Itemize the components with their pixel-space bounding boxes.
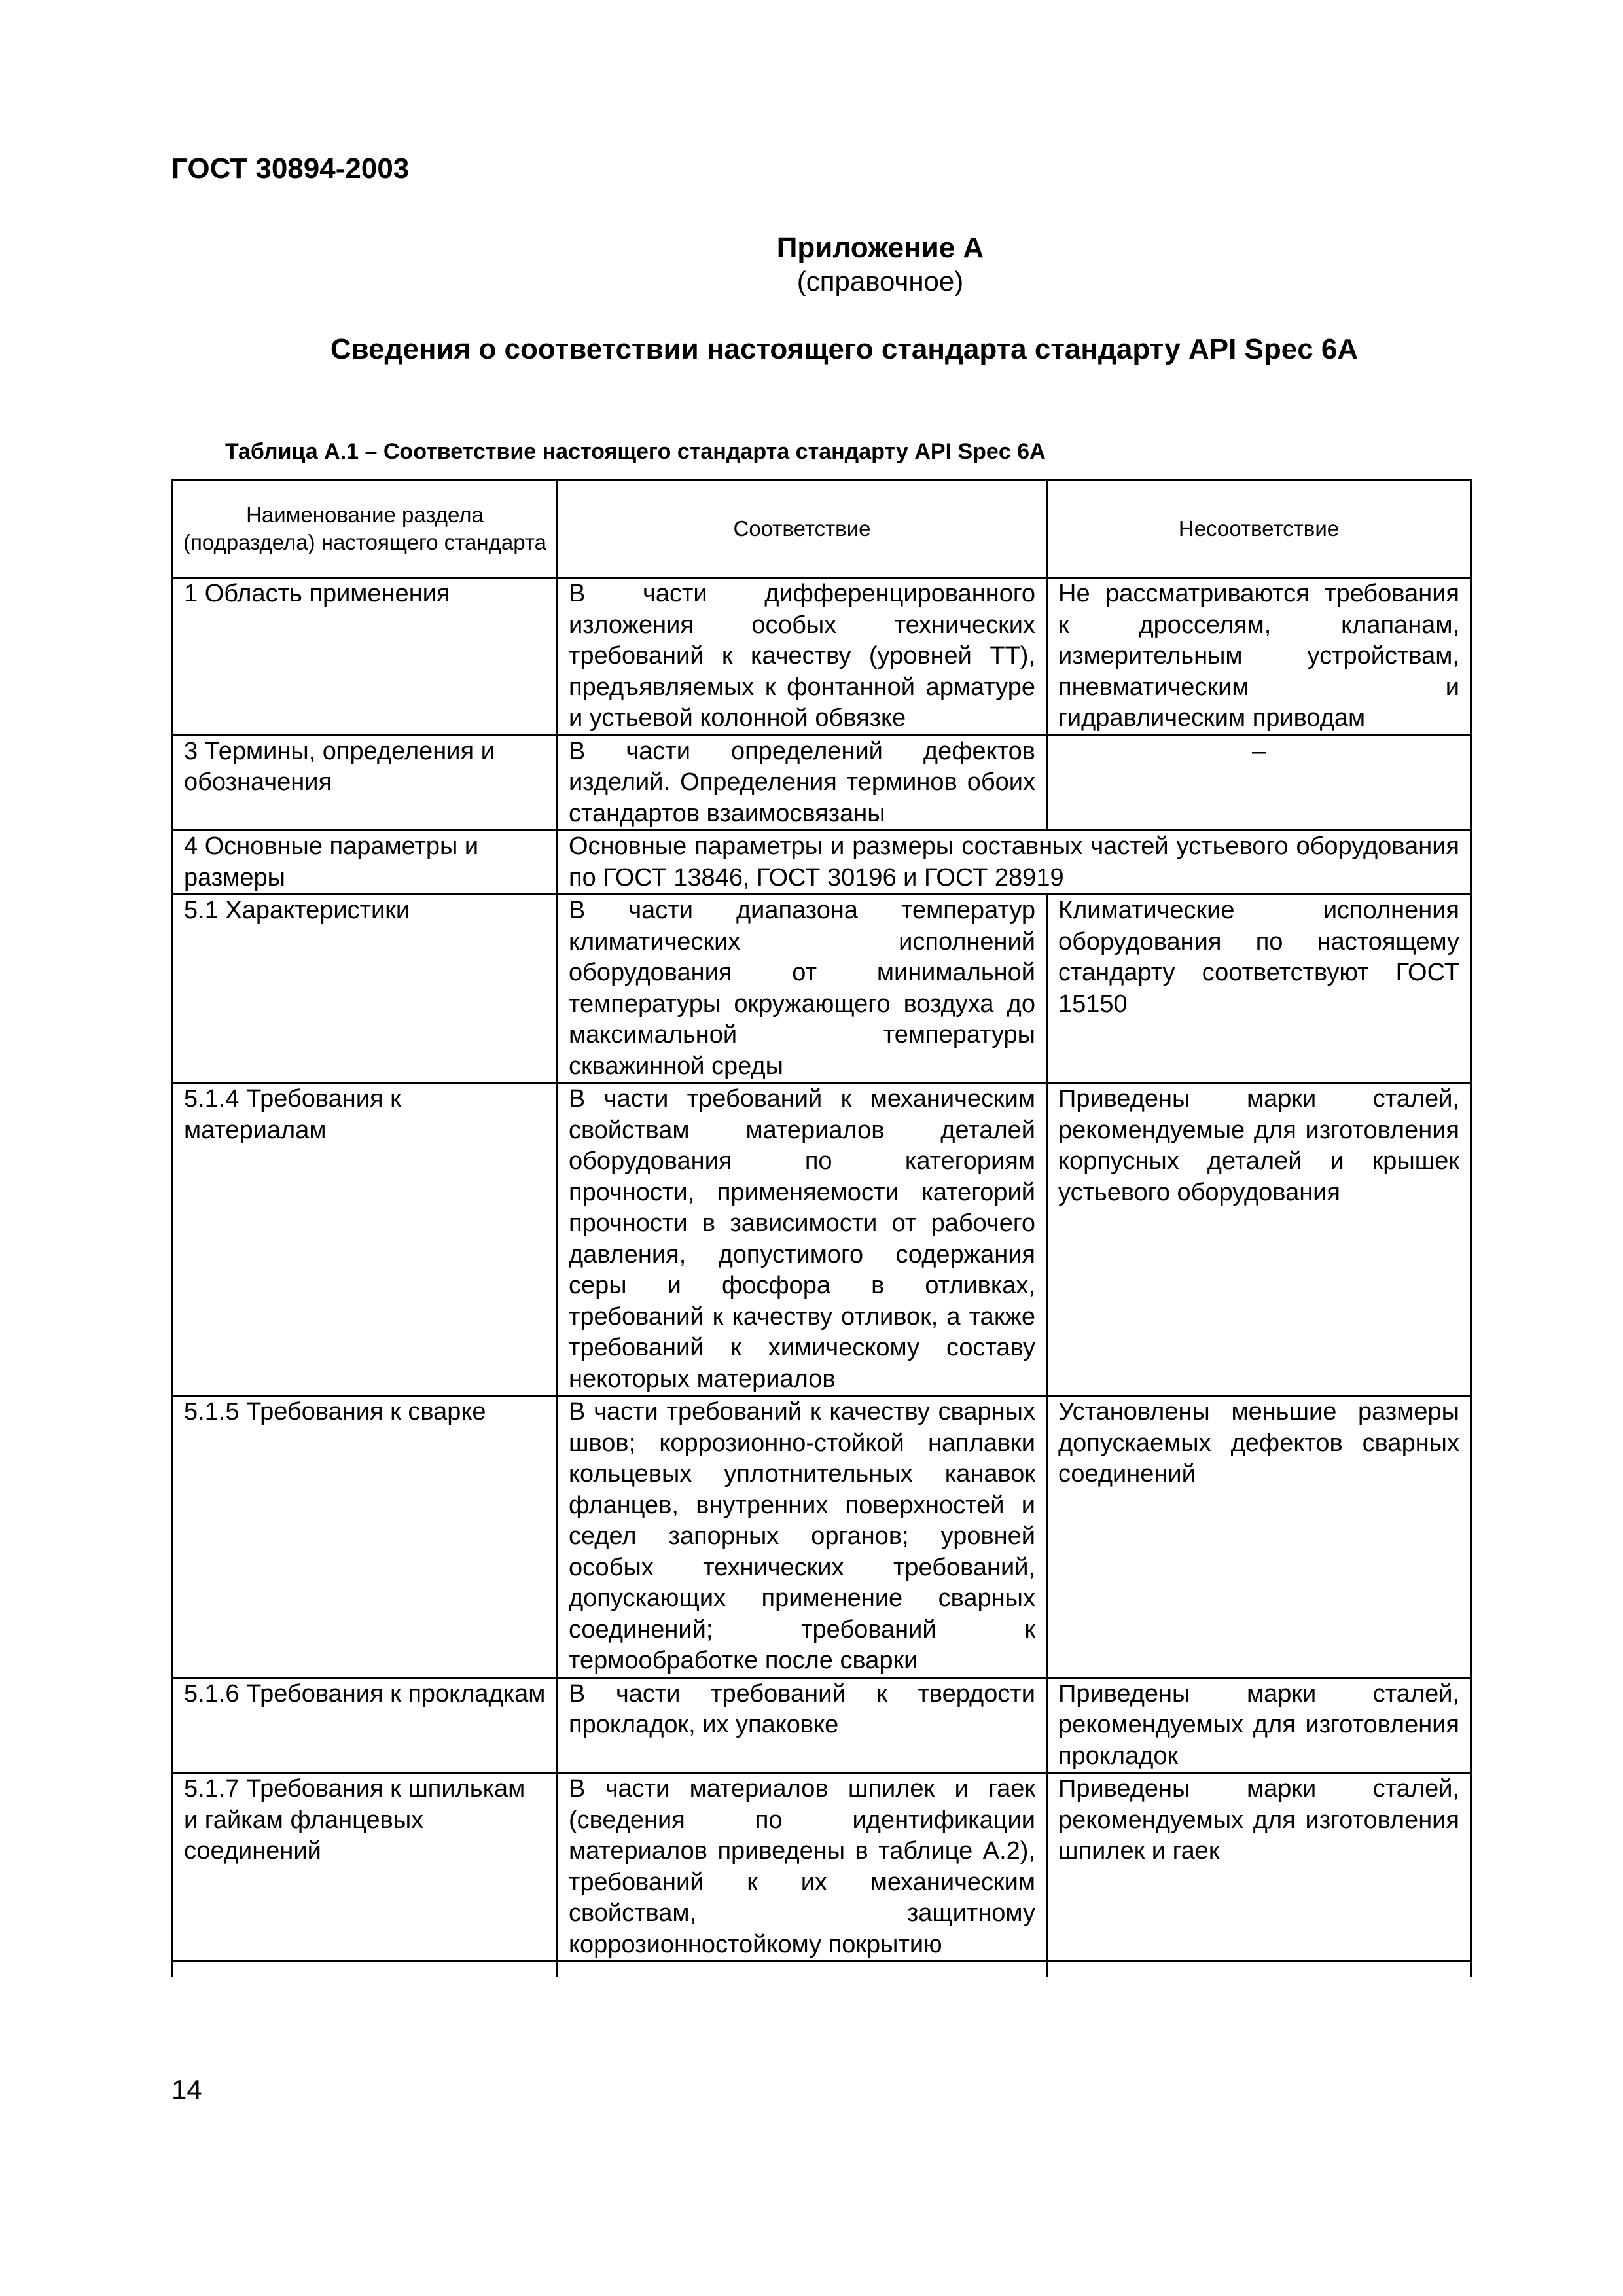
column-header-match: Соответствие xyxy=(558,480,1047,578)
appendix-block xyxy=(0,232,1623,298)
cell-mismatch: Приведены марки сталей, рекомендуемых для изготовления прокладок xyxy=(1047,1677,1471,1773)
cell-match: В части дифференцированного изложения особых технических требований к качеству (уровней ТТ), предъявляемых к фонтанной арматуре и устьевой колонной обвязке xyxy=(558,578,1047,736)
cell-section: 3 Термины, определения и обозначения xyxy=(173,735,558,831)
document-code: ГОСТ 30894-2003 xyxy=(171,152,410,185)
cell-mismatch: Установлены меньшие размеры допускаемых дефектов сварных соединений xyxy=(1047,1396,1471,1678)
section-heading: Сведения о соответствии настоящего стандарта стандарту API Spec 6A xyxy=(330,333,1359,365)
cell-match: В части требований к механическим свойствам материалов деталей оборудования по категориям прочности, применяемости категорий прочности в зависимости от рабочего давления, допустимого содержания серы и фосфора в отливках, требований к качеству отливок, а также требований к химическому составу некоторых материалов xyxy=(558,1083,1047,1396)
column-header-mismatch: Несоответствие xyxy=(1047,480,1471,578)
table-continuation-row xyxy=(173,1962,1471,1977)
cell-match: В части диапазона температур климатических исполнений оборудования от минимальной температуры окружающего воздуха до максимальной температуры скважинной среды xyxy=(558,895,1047,1083)
appendix-title: Приложение А xyxy=(776,232,984,264)
appendix-subtitle: (справочное) xyxy=(796,266,964,296)
table-header-row xyxy=(173,480,1471,578)
conformity-table xyxy=(171,479,1472,1977)
cell-section: 5.1 Характеристики xyxy=(173,895,558,1083)
cell-match: В части материалов шпилек и гаек (сведения по идентификации материалов приведены в таблице А.2), требований к их механическим свойствам, защитному коррозионностойкому покрытию xyxy=(558,1773,1047,1962)
table-row xyxy=(173,578,1471,736)
table-row xyxy=(173,831,1471,895)
table-row xyxy=(173,735,1471,831)
cell-match: В части требований к качеству сварных швов; коррозионно-стойкой наплавки кольцевых уплотнительных канавок фланцев, внутренних поверхностей и седел запорных органов; уровней особых технических требований, допускающих применение сварных соединений; требований к термообработке после сварки xyxy=(558,1396,1047,1678)
cell-mismatch: – xyxy=(1047,735,1471,831)
cell-merged: Основные параметры и размеры составных частей устьевого оборудования по ГОСТ 13846, ГОСТ 30196 и ГОСТ 28919 xyxy=(558,831,1471,895)
table-row xyxy=(173,1773,1471,1962)
cell-mismatch: Приведены марки сталей, рекомендуемые для изготовления корпусных деталей и крышек устьевого оборудования xyxy=(1047,1083,1471,1396)
cell-empty xyxy=(558,1962,1047,1977)
cell-section: 5.1.5 Требования к сварке xyxy=(173,1396,558,1678)
table-row xyxy=(173,1083,1471,1396)
cell-match: В части определений дефектов изделий. Определения терминов обоих стандартов взаимосвязаны xyxy=(558,735,1047,831)
table-row xyxy=(173,895,1471,1083)
cell-section: 5.1.6 Требования к прокладкам xyxy=(173,1677,558,1773)
cell-section: 4 Основные параметры и размеры xyxy=(173,831,558,895)
table-row xyxy=(173,1396,1471,1678)
cell-empty xyxy=(173,1962,558,1977)
cell-section: 5.1.4 Требования к материалам xyxy=(173,1083,558,1396)
cell-mismatch: Не рассматриваются требования к дросселям, клапанам, измерительным устройствам, пневматическим и гидравлическим приводам xyxy=(1047,578,1471,736)
column-header-section: Наименование раздела (подраздела) настоящего стандарта xyxy=(173,480,558,578)
table-row xyxy=(173,1677,1471,1773)
cell-mismatch: Приведены марки сталей, рекомендуемых для изготовления шпилек и гаек xyxy=(1047,1773,1471,1962)
table-caption: Таблица А.1 – Соответствие настоящего стандарта стандарту API Spec 6A xyxy=(225,439,1046,464)
cell-mismatch: Климатические исполнения оборудования по настоящему стандарту соответствуют ГОСТ 15150 xyxy=(1047,895,1471,1083)
page-number: 14 xyxy=(171,2074,202,2105)
cell-section: 5.1.7 Требования к шпилькам и гайкам фланцевых соединений xyxy=(173,1773,558,1962)
cell-section: 1 Область применения xyxy=(173,578,558,736)
cell-empty xyxy=(1047,1962,1471,1977)
cell-match: В части требований к твердости прокладок, их упаковке xyxy=(558,1677,1047,1773)
